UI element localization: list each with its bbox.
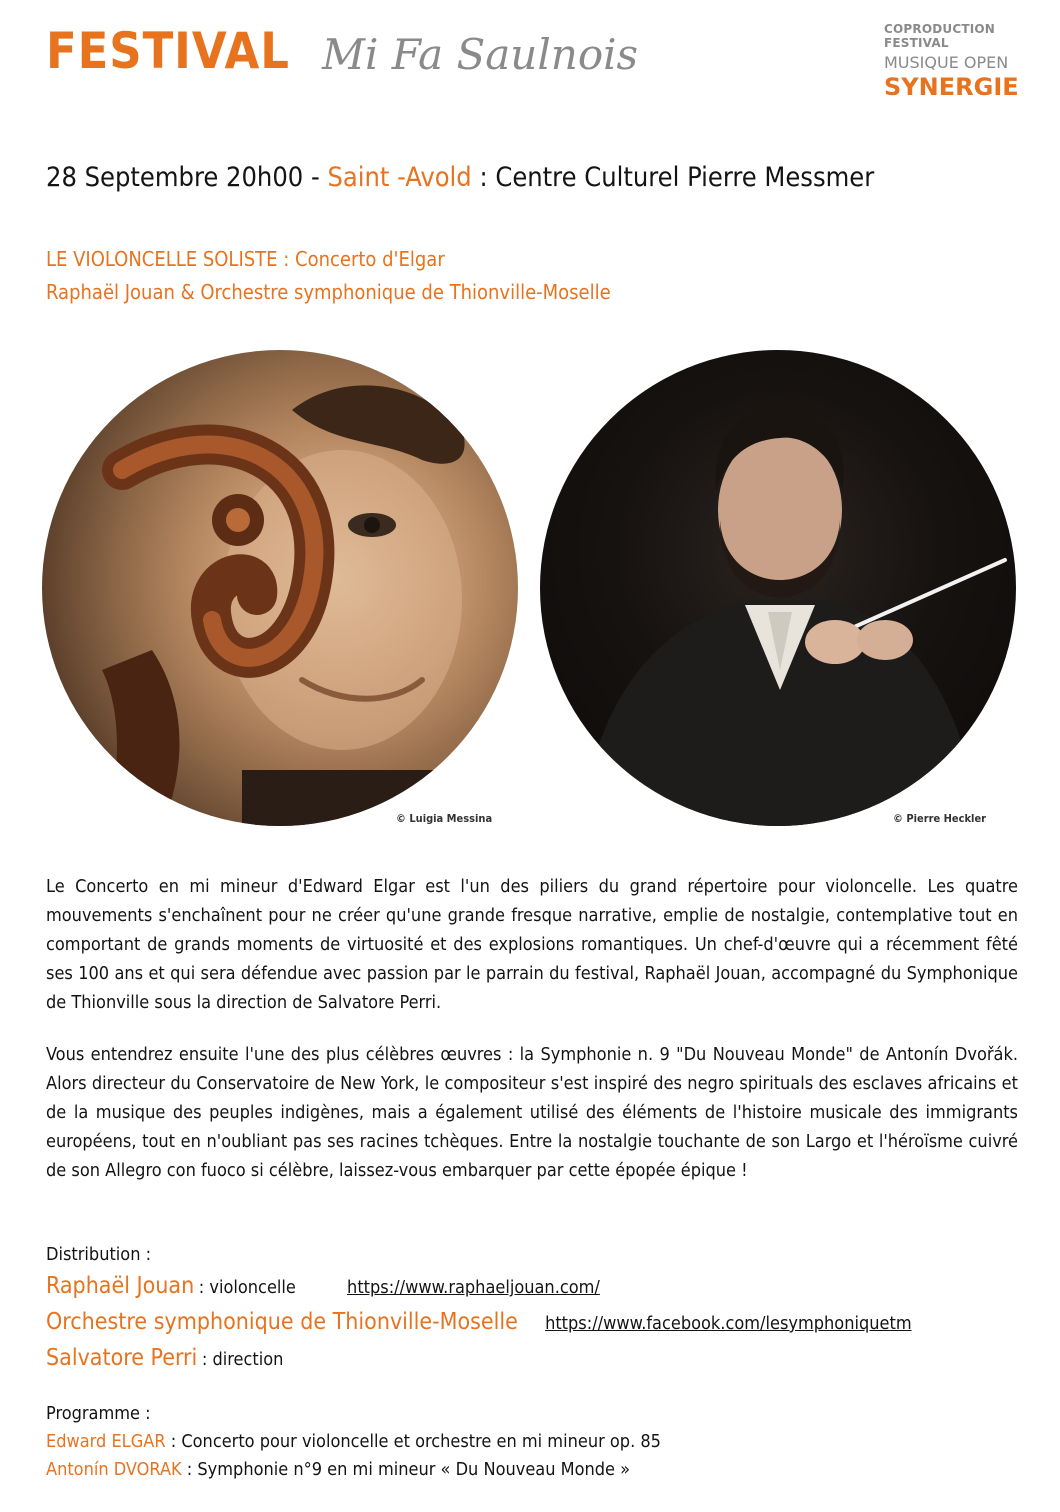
distribution-label: Distribution : <box>46 1244 152 1265</box>
programme-item <box>46 1456 661 1484</box>
festival-logo: FESTIVAL <box>46 22 290 80</box>
description-paragraph-1: Le Concerto en mi mineur d'Edward Elgar est l'un des piliers du grand répertoire pour violoncelle. Les quatre mouvements s'enchaînent pour ne créer qu'une grande fresque narrative, emplie de nostalgie, contemplative tout en comportant de grands moments de virtuosité et des explosions romantiques. Un chef-d'œuvre qui a récemment fêté ses 100 ans et qui sera défendue avec passion par le parrain du festival, Raphaël Jouan, accompagné du Symphonique de Thionville sous la direction de Salvatore Perri. <box>46 876 1018 1013</box>
programme-label: Programme : <box>46 1403 151 1424</box>
performer-name: Orchestre symphonique de Thionville-Moselle <box>46 1309 518 1335</box>
programme-item <box>46 1428 661 1456</box>
performer-name: Raphaël Jouan <box>46 1273 195 1299</box>
event-subtitle <box>46 243 611 309</box>
event-date-time: 28 Septembre 20h00 - <box>46 162 320 193</box>
performer-row <box>46 1269 912 1305</box>
programme-composer: Edward ELGAR <box>46 1431 166 1452</box>
coproduction-line3: SYNERGIE <box>884 73 1019 101</box>
coproduction-line2: MUSIQUE OPEN <box>884 53 1009 72</box>
festival-script-title: Mi Fa Saulnois <box>322 30 639 79</box>
photo-credit-right: © Pierre Heckler <box>893 812 987 825</box>
programme-composer: Antonín DVORAK <box>46 1459 182 1480</box>
event-city: Saint -Avold <box>327 162 472 193</box>
cello-scroll-illustration <box>42 350 518 826</box>
coproduction-line1: COPRODUCTION FESTIVAL <box>884 22 996 50</box>
event-title-line1: LE VIOLONCELLE SOLISTE : Concerto d'Elgar <box>46 247 445 271</box>
performer-website-link[interactable]: https://www.raphaeljouan.com/ <box>347 1277 600 1298</box>
coproduction-logo <box>884 22 1019 101</box>
description-paragraph-2: Vous entendrez ensuite l'une des plus célèbres œuvres : la Symphonie n. 9 "Du Nouveau Monde" de Antonín Dvořák. Alors directeur du Conservatoire de New York, le compositeur s'est inspiré des negro spirituals des esclaves africains et de la musique des peuples indigènes, mais a également utilisé des éléments de l'histoire musicale des immigrants européens, tout en n'oubliant pas ses racines tchèques. Entre la nostalgie touchante de son Largo et l'héroïsme cuivré de son Allegro con fuoco si célèbre, laissez-vous embarquer par cette épopée épique ! <box>46 1044 1018 1181</box>
programme-work: : Concerto pour violoncelle et orchestre en mi mineur op. 85 <box>170 1431 661 1452</box>
conductor-photo <box>540 350 1016 826</box>
performer-role: : violoncelle <box>198 1277 296 1298</box>
programme-section <box>46 1400 661 1484</box>
performer-row <box>46 1305 912 1341</box>
conductor-illustration <box>540 350 1016 826</box>
performer-role: : direction <box>201 1349 284 1370</box>
performer-facebook-link[interactable]: https://www.facebook.com/lesymphoniquetm <box>545 1313 912 1334</box>
distribution-section <box>46 1241 912 1377</box>
programme-work: : Symphonie n°9 en mi mineur « Du Nouveau Monde » <box>186 1459 631 1480</box>
performer-row <box>46 1341 912 1377</box>
photo-credit-left: © Luigia Messina <box>396 812 493 825</box>
event-title-line2: Raphaël Jouan & Orchestre symphonique de Thionville-Moselle <box>46 280 611 304</box>
performer-name: Salvatore Perri <box>46 1345 198 1371</box>
cellist-photo <box>42 350 518 826</box>
event-venue: : Centre Culturel Pierre Messmer <box>479 162 875 193</box>
event-date-line <box>46 162 874 193</box>
